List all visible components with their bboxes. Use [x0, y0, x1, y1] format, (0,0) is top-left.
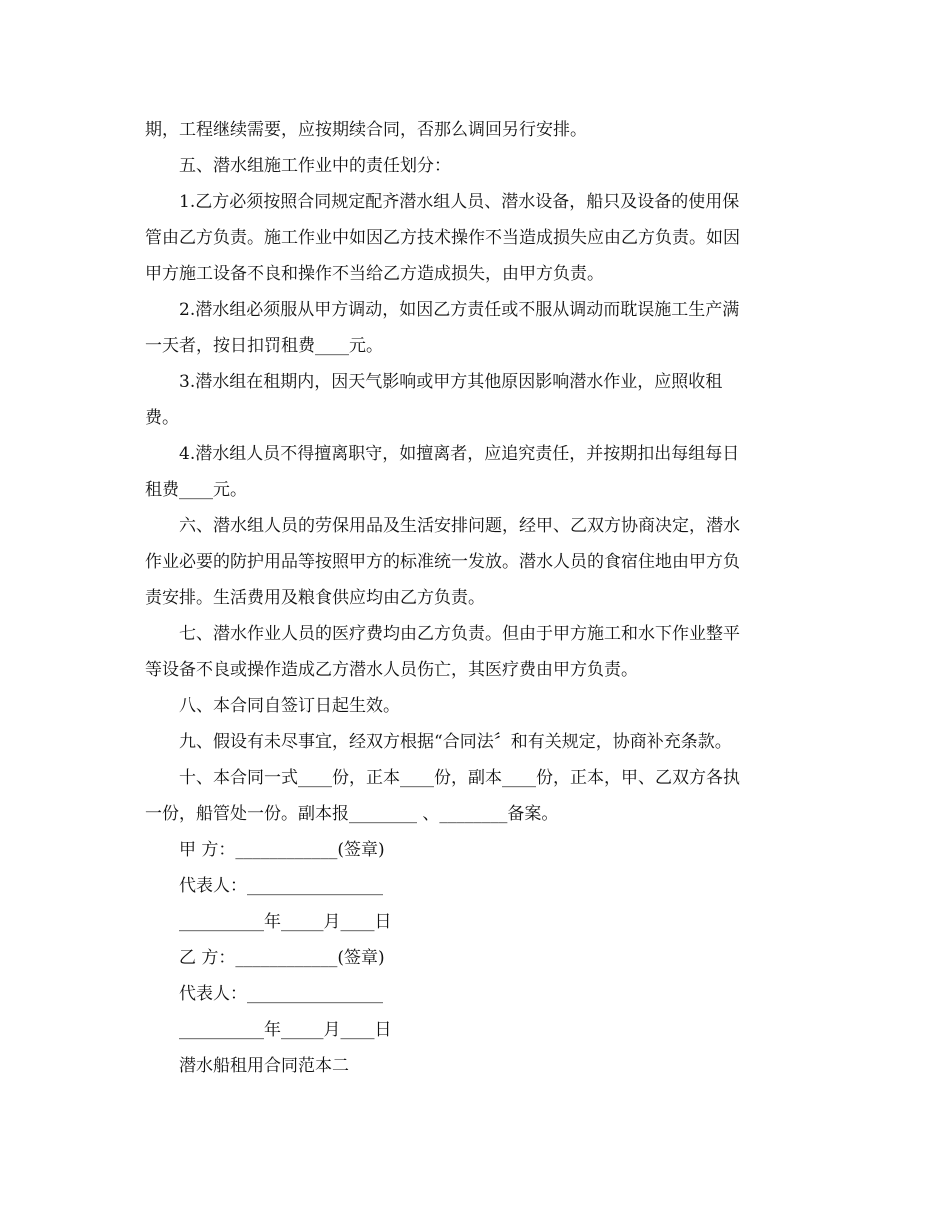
paragraph-5-3: [145, 364, 805, 436]
paragraph-line: 七、潜水作业人员的医疗费均由乙方负责。但由于甲方施工和水下作业整平: [179, 624, 740, 644]
party-b-line: 乙 方：____________(签章): [179, 948, 385, 968]
paragraph-continuation: [145, 112, 805, 148]
party-a-date-line: __________年_____月____日: [179, 912, 392, 932]
contract-body: [145, 112, 805, 832]
paragraph-line: 一份，船管处一份。副本报________ 、________备案。: [145, 804, 559, 824]
document-page: [145, 112, 805, 1084]
paragraph-line: 等设备不良或操作造成乙方潜水人员伤亡，其医疗费由甲方负责。: [145, 660, 638, 680]
paragraph-line: 租费____元。: [145, 480, 247, 500]
party-a-representative-line: 代表人：________________: [179, 876, 383, 896]
paragraph-line: 十、本合同一式____份，正本____份，副本____份，正本，甲、乙双方各执: [179, 768, 740, 788]
paragraph-section-7: [145, 616, 805, 688]
paragraph-line: 期，工程继续需要，应按期续合同，否那么调回另行安排。: [145, 120, 587, 140]
paragraph-section-8: [145, 688, 805, 724]
paragraph-line: 3.潜水组在租期内，因天气影响或甲方其他原因影响潜水作业，应照收租: [179, 372, 723, 392]
paragraph-line: 费。: [145, 408, 179, 428]
paragraph-line: 八、本合同自签订日起生效。: [179, 696, 400, 716]
paragraph-line: 1.乙方必须按照合同规定配齐潜水组人员、潜水设备，船只及设备的使用保: [179, 192, 740, 212]
paragraph-5-1: [145, 184, 805, 292]
paragraph-line: 五、潜水组施工作业中的责任划分：: [179, 156, 451, 176]
paragraph-line: 4.潜水组人员不得擅离职守，如擅离者，应追究责任，并按期扣出每组每日: [179, 444, 740, 464]
paragraph-section-6: [145, 508, 805, 616]
paragraph-line: 管由乙方负责。施工作业中如因乙方技术操作不当造成损失应由乙方负责。如因: [145, 228, 740, 248]
paragraph-5-4: [145, 436, 805, 508]
paragraph-line: 2.潜水组必须服从甲方调动，如因乙方责任或不服从调动而耽误施工生产满: [179, 300, 740, 320]
paragraph-line: 作业必要的防护用品等按照甲方的标准统一发放。潜水人员的食宿住地由甲方负: [145, 552, 740, 572]
paragraph-section-9: [145, 724, 805, 760]
party-b-date-line: __________年_____月____日: [179, 1020, 392, 1040]
paragraph-line: 一天者，按日扣罚租费____元。: [145, 336, 383, 356]
paragraph-line: 责安排。生活费用及粮食供应均由乙方负责。: [145, 588, 485, 608]
party-a-line: 甲 方：____________(签章): [179, 840, 385, 860]
paragraph-section-5: [145, 148, 805, 184]
paragraph-line: 六、潜水组人员的劳保用品及生活安排问题，经甲、乙双方协商决定，潜水: [179, 516, 740, 536]
party-b-representative-line: 代表人：________________: [179, 984, 383, 1004]
signature-block: [145, 832, 805, 1084]
paragraph-line: 甲方施工设备不良和操作不当给乙方造成损失，由甲方负责。: [145, 264, 604, 284]
paragraph-5-2: [145, 292, 805, 364]
paragraph-line: 九、假设有未尽事宜，经双方根据“合同法〞和有关规定，协商补充条款。: [179, 732, 732, 752]
paragraph-section-10: [145, 760, 805, 832]
next-contract-title: 潜水船租用合同范本二: [179, 1056, 349, 1076]
